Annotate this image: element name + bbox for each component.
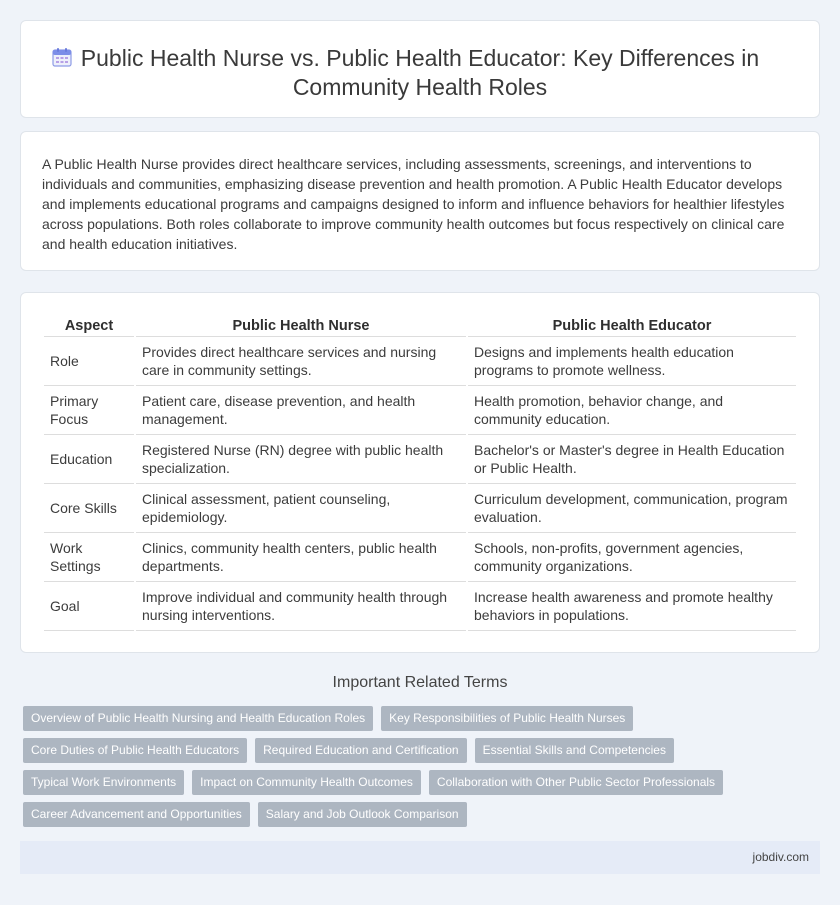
related-term-tag[interactable]: Core Duties of Public Health Educators xyxy=(23,738,247,763)
table-cell-aspect: Work Settings xyxy=(44,533,134,582)
table-cell-nurse: Provides direct healthcare services and nursing care in community settings. xyxy=(136,337,466,386)
summary-card xyxy=(20,131,820,271)
table-row xyxy=(44,582,796,631)
footer-site-link[interactable]: jobdiv.com xyxy=(752,850,809,864)
table-cell-aspect: Primary Focus xyxy=(44,386,134,435)
related-terms-list xyxy=(23,706,803,834)
table-cell-nurse: Patient care, disease prevention, and health management. xyxy=(136,386,466,435)
page-title: Public Health Nurse vs. Public Health Educator: Key Differences in Community Health Roles xyxy=(80,45,760,100)
table-cell-aspect: Role xyxy=(44,337,134,386)
related-term-tag[interactable]: Collaboration with Other Public Sector Professionals xyxy=(429,770,723,795)
table-cell-aspect: Education xyxy=(44,435,134,484)
column-header-nurse: Public Health Nurse xyxy=(136,315,466,337)
comparison-table-card xyxy=(20,292,820,653)
table-row xyxy=(44,484,796,533)
table-row xyxy=(44,533,796,582)
comparison-table xyxy=(42,315,798,631)
related-term-tag[interactable]: Overview of Public Health Nursing and Health Education Roles xyxy=(23,706,373,731)
related-term-tag[interactable]: Typical Work Environments xyxy=(23,770,184,795)
related-term-tag[interactable]: Salary and Job Outlook Comparison xyxy=(258,802,467,827)
header-card xyxy=(20,20,820,118)
column-header-aspect: Aspect xyxy=(44,315,134,337)
table-cell-educator: Designs and implements health education programs to promote wellness. xyxy=(468,337,796,386)
table-cell-aspect: Core Skills xyxy=(44,484,134,533)
table-cell-educator: Increase health awareness and promote healthy behaviors in populations. xyxy=(468,582,796,631)
summary-text: A Public Health Nurse provides direct healthcare services, including assessments, screenings, and interventions to individuals and communities, emphasizing disease prevention and health promotion. A Public Health Educator develops and implements educational programs and campaigns designed to inform and influence behaviors for healthier lifestyles across populations. Both roles collaborate to improve community health outcomes but focus respectively on clinical care and health education initiatives. xyxy=(42,156,785,252)
table-cell-educator: Bachelor's or Master's degree in Health Education or Public Health. xyxy=(468,435,796,484)
table-header-row xyxy=(44,315,796,337)
related-term-tag[interactable]: Required Education and Certification xyxy=(255,738,466,763)
related-term-tag[interactable]: Essential Skills and Competencies xyxy=(475,738,674,763)
column-header-educator: Public Health Educator xyxy=(468,315,796,337)
table-cell-aspect: Goal xyxy=(44,582,134,631)
table-cell-educator: Curriculum development, communication, program evaluation. xyxy=(468,484,796,533)
footer xyxy=(20,841,820,874)
table-row xyxy=(44,435,796,484)
related-term-tag[interactable]: Career Advancement and Opportunities xyxy=(23,802,250,827)
related-term-tag[interactable]: Key Responsibilities of Public Health Nurses xyxy=(381,706,633,731)
table-cell-nurse: Clinics, community health centers, public health departments. xyxy=(136,533,466,582)
table-cell-nurse: Clinical assessment, patient counseling, epidemiology. xyxy=(136,484,466,533)
table-row xyxy=(44,337,796,386)
table-cell-nurse: Registered Nurse (RN) degree with public health specialization. xyxy=(136,435,466,484)
related-term-tag[interactable]: Impact on Community Health Outcomes xyxy=(192,770,421,795)
table-cell-educator: Schools, non-profits, government agencies, community organizations. xyxy=(468,533,796,582)
table-row xyxy=(44,386,796,435)
related-terms-title: Important Related Terms xyxy=(332,674,508,691)
table-cell-nurse: Improve individual and community health through nursing interventions. xyxy=(136,582,466,631)
table-cell-educator: Health promotion, behavior change, and community education. xyxy=(468,386,796,435)
